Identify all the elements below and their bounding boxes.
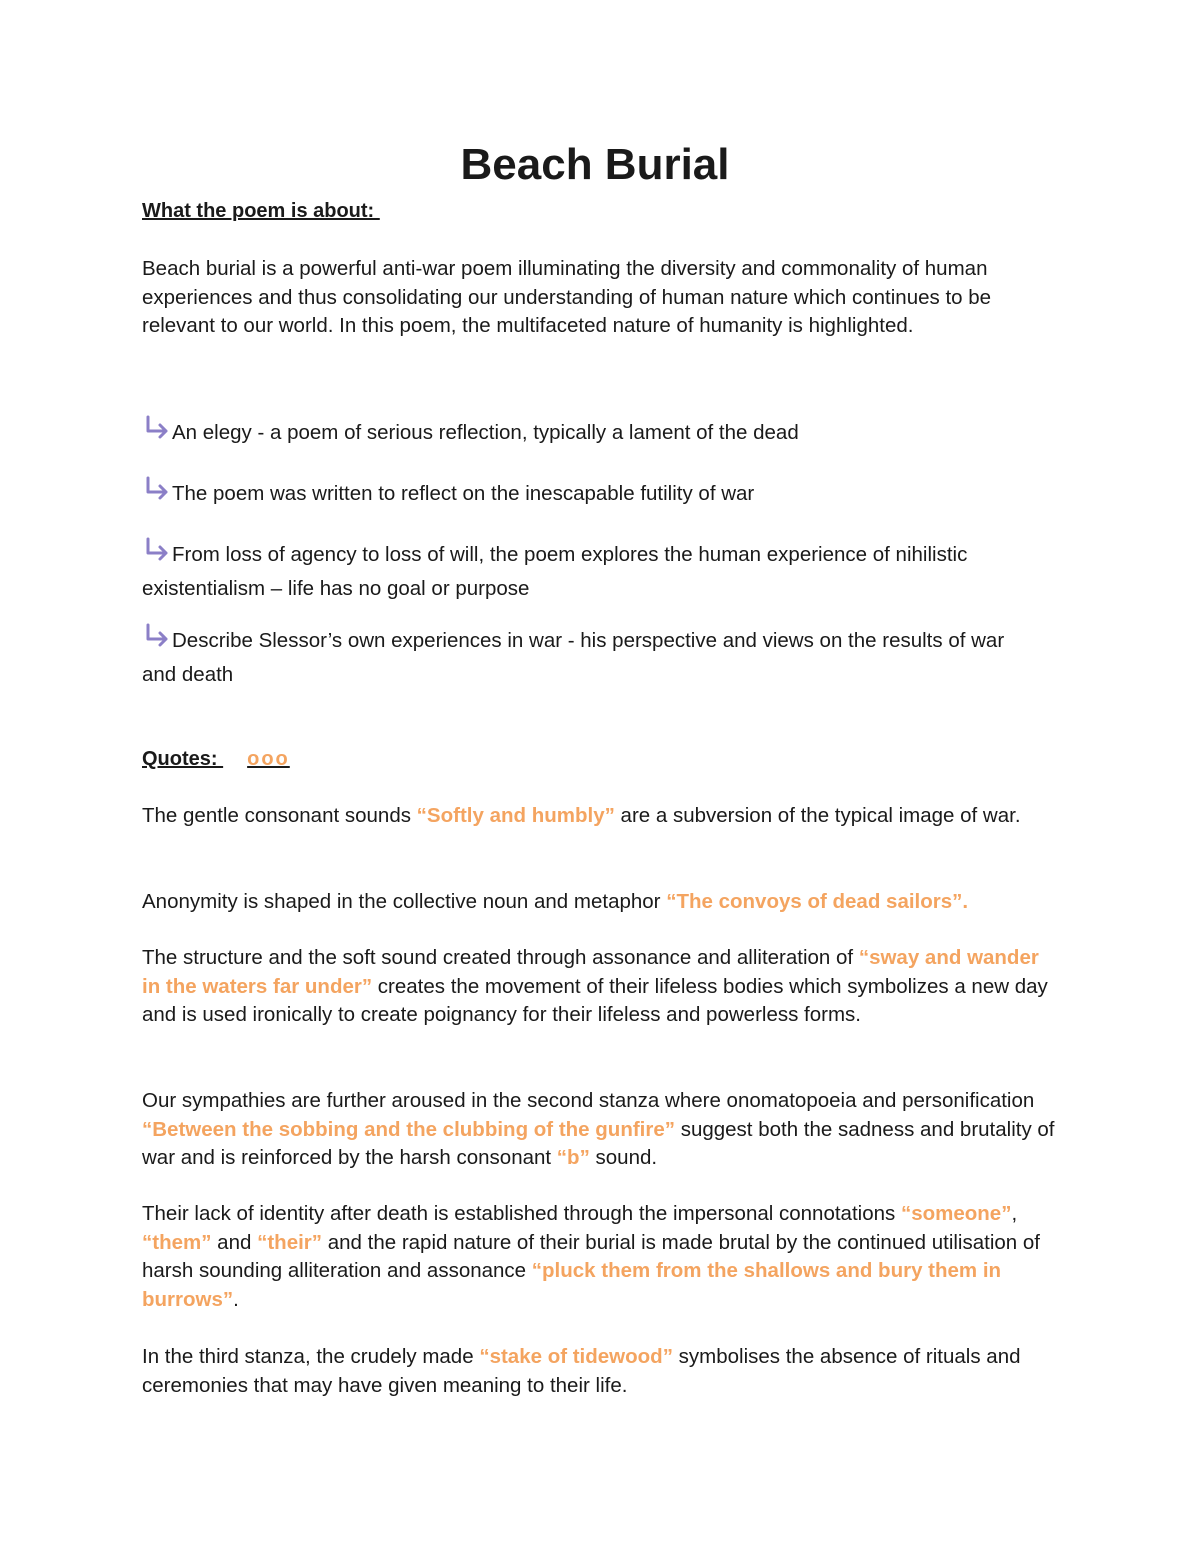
quote: “someone” bbox=[900, 1202, 1012, 1225]
text: Their lack of identity after death is established through the impersonal connotations bbox=[142, 1202, 901, 1225]
text: sound. bbox=[589, 1146, 658, 1169]
quote: “Between the sobbing and the clubbing of the gunfire” bbox=[142, 1117, 675, 1141]
text: creates the movement of their lifeless bodies which symbolizes a new day and is used ironically to create poignancy for their lifeless and powerless forms. bbox=[142, 974, 1048, 1026]
quote-paragraph-1 bbox=[142, 802, 1057, 831]
quote: “sway and wander in the waters far under” bbox=[142, 946, 1039, 998]
bullet-continuation: existentialism – life has no goal or purpose bbox=[142, 577, 530, 600]
quote: “their” bbox=[257, 1230, 323, 1254]
quote-paragraph-6 bbox=[142, 1343, 1057, 1400]
page-title: Beach Burial bbox=[460, 140, 730, 189]
quote-paragraph-3 bbox=[142, 944, 1057, 1030]
about-paragraph: Beach burial is a powerful anti-war poem illuminating the diversity and commonality of human experiences and thus consolidating our understanding of human nature which continues to be relevant to our world. In this poem, the multifaceted nature of humanity is highlighted. bbox=[142, 257, 992, 337]
quote-paragraph-2 bbox=[142, 888, 1057, 917]
bullet-text: Describe Slessor’s own experiences in war - his perspective and views on the results of war bbox=[172, 629, 1005, 652]
arrow-right-icon bbox=[142, 623, 172, 649]
text: In the third stanza, the crudely made bbox=[142, 1345, 480, 1368]
bullet-item bbox=[142, 415, 1057, 445]
text: The gentle consonant sounds bbox=[142, 804, 417, 827]
quotes-heading-text: Quotes: bbox=[142, 748, 224, 770]
arrow-right-icon bbox=[142, 537, 172, 563]
bullet-text: From loss of agency to loss of will, the poem explores the human experience of nihilistic bbox=[172, 543, 968, 566]
decorative-dots: ooo bbox=[247, 748, 290, 770]
text: The structure and the soft sound created through assonance and alliteration of bbox=[142, 946, 859, 969]
text: . bbox=[233, 1287, 239, 1311]
about-heading: What the poem is about: bbox=[142, 200, 380, 222]
quote: “them” bbox=[142, 1230, 212, 1254]
arrow-right-icon bbox=[142, 415, 172, 441]
bullet-continuation: and death bbox=[142, 663, 234, 686]
text: Our sympathies are further aroused in the second stanza where onomatopoeia and personification bbox=[142, 1089, 1035, 1112]
text: , bbox=[1011, 1202, 1018, 1225]
quote-paragraph-5 bbox=[142, 1200, 1057, 1314]
arrow-right-icon bbox=[142, 476, 172, 502]
bullet-item bbox=[142, 623, 1057, 653]
quote: “pluck them from the shallows and bury them in burrows” bbox=[142, 1259, 1002, 1311]
quote-paragraph-4 bbox=[142, 1087, 1057, 1173]
text: and the rapid nature of their burial is made brutal by the continued utilisation of harsh sounding alliteration and assonance bbox=[142, 1230, 1040, 1282]
quote: “b” bbox=[556, 1146, 590, 1169]
quote: “stake of tidewood” bbox=[479, 1345, 673, 1368]
bullet-text: The poem was written to reflect on the inescapable futility of war bbox=[172, 482, 755, 505]
bullet-item bbox=[142, 476, 1057, 506]
text: suggest both the sadness and brutality of war and is reinforced by the harsh consonant bbox=[142, 1117, 1055, 1169]
text: Anonymity is shaped in the collective noun and metaphor bbox=[142, 890, 667, 913]
bullet-text: An elegy - a poem of serious reflection, typically a lament of the dead bbox=[172, 421, 799, 444]
text: symbolises the absence of rituals and ceremonies that may have given meaning to their life. bbox=[142, 1345, 1021, 1397]
text: are a subversion of the typical image of war. bbox=[614, 804, 1021, 827]
quote: “The convoys of dead sailors”. bbox=[666, 890, 969, 913]
quotes-heading bbox=[142, 748, 290, 771]
quote: “Softly and humbly” bbox=[416, 804, 615, 827]
bullet-item bbox=[142, 537, 1057, 567]
text: and bbox=[211, 1230, 258, 1254]
